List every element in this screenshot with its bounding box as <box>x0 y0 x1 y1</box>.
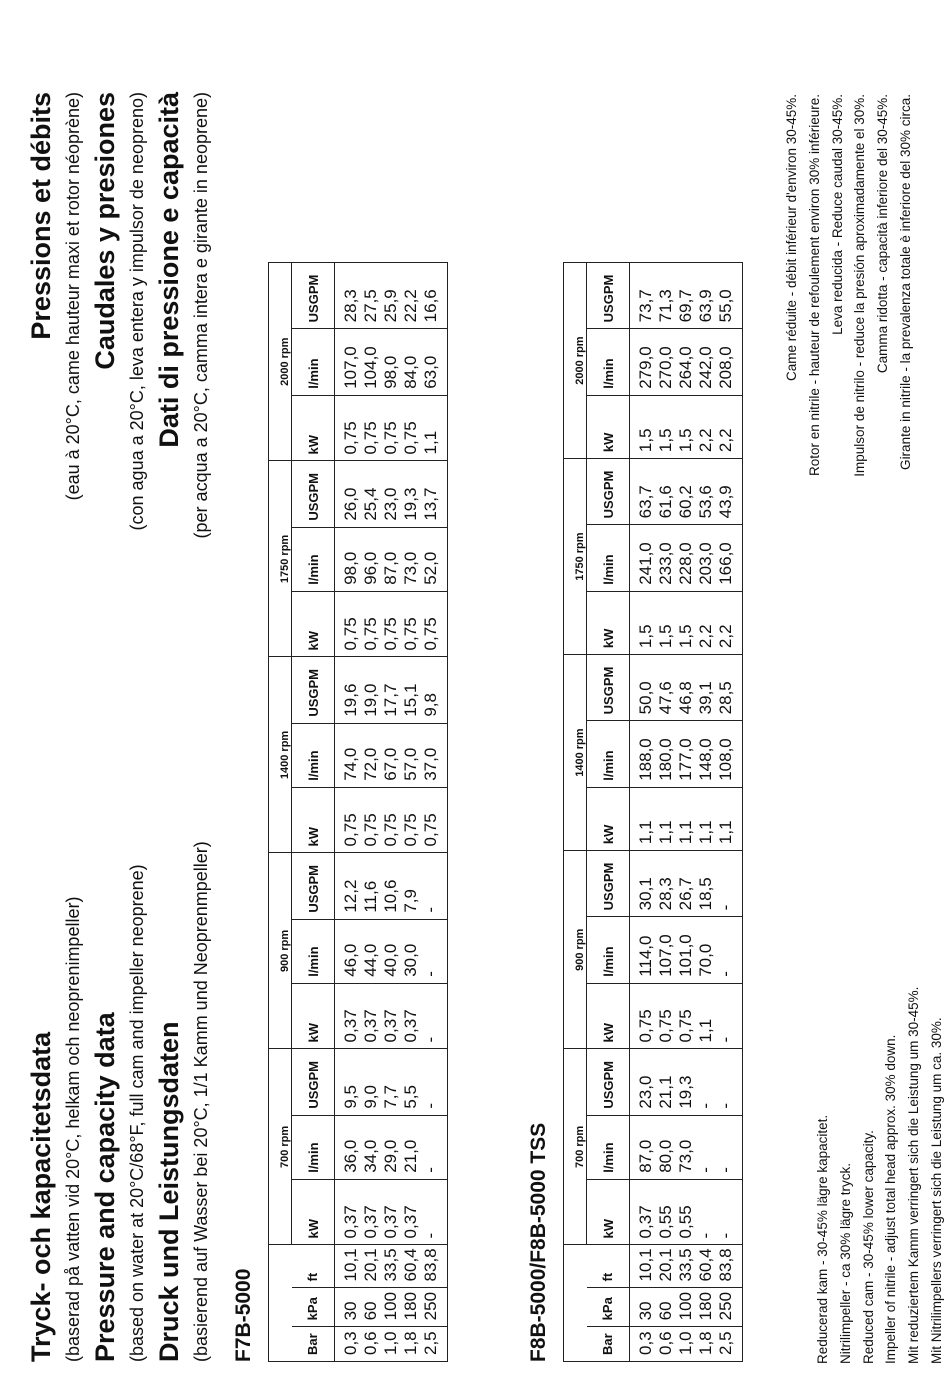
table-cell: 10,1 <box>335 1245 362 1288</box>
table-cell: 1,8 <box>696 1331 715 1355</box>
table-cell: 18,5 <box>696 851 716 917</box>
header-title-de: Druck und Leistungsdaten <box>154 1021 184 1362</box>
column-header-usgpm: USGPM <box>587 459 630 525</box>
header-subtitle-de: (basierend auf Wasser bei 20°C, 1/1 Kamm und Neoprenmpeller) <box>191 841 211 1362</box>
table-cell: 83,8 <box>421 1245 448 1288</box>
table-cell: 177,0 <box>676 721 696 787</box>
model-title-f7b: F7B-5000 <box>232 1268 255 1362</box>
column-header-usgpm: USGPM <box>587 655 630 721</box>
header-spacer <box>564 1245 587 1362</box>
table-cell: 60,4 <box>401 1245 421 1288</box>
table-cell: 7,9 <box>401 853 421 919</box>
header-subtitle-it: (per acqua a 20°C, camma intera e girante in neoprene) <box>191 92 211 539</box>
table-cell: 23,0 <box>381 461 401 527</box>
table-cell: 0,75 <box>335 591 362 657</box>
table-cell: 100 <box>381 1288 401 1327</box>
rpm-header: 900 rpm <box>564 851 587 1049</box>
table-cell: 0,3 <box>636 1331 655 1355</box>
column-header-ft: ft <box>292 1245 335 1288</box>
table-cell: 26,7 <box>676 851 696 917</box>
table-cell: 1,1 <box>696 787 716 850</box>
table-cell: 63,7 <box>630 459 657 525</box>
table-cell: 180 <box>401 1288 421 1327</box>
table-cell: 5,5 <box>401 1049 421 1115</box>
table-cell: 0,75 <box>676 983 696 1049</box>
table-row <box>421 263 448 1362</box>
table-cell: 0,75 <box>361 787 381 853</box>
column-header-kw: kW <box>587 787 630 850</box>
column-header-lmin: l/min <box>292 527 335 591</box>
table-cell: 10,1 <box>630 1245 657 1288</box>
table-cell: 74,0 <box>335 723 362 787</box>
table-cell: 30,0 <box>401 919 421 983</box>
column-header-kw: kW <box>292 787 335 853</box>
table-cell: 2,5 <box>421 1331 440 1355</box>
table-cell: 33,5 <box>381 1245 401 1288</box>
column-header-usgpm: USGPM <box>292 461 335 527</box>
rpm-header: 1750 rpm <box>564 459 587 655</box>
header-subtitle-en: (based on water at 20°C/68°F, full cam and impeller neoprene) <box>127 864 147 1362</box>
table-cell: 188,0 <box>630 721 657 787</box>
table-cell: 25,9 <box>381 263 401 329</box>
table-row <box>716 263 743 1362</box>
column-header-usgpm: USGPM <box>587 263 630 329</box>
table-cell: 70,0 <box>696 917 716 983</box>
table-cell: 2,2 <box>696 395 716 458</box>
table-cell: 55,0 <box>716 263 743 329</box>
table-cell: 1,8 <box>401 1331 420 1355</box>
table-cell: - <box>716 1115 743 1179</box>
table-cell: 180,0 <box>656 721 676 787</box>
column-header-usgpm: USGPM <box>292 1049 335 1115</box>
column-header-lmin: l/min <box>587 721 630 787</box>
column-header-usgpm: USGPM <box>292 853 335 919</box>
table-cell: 67,0 <box>381 723 401 787</box>
table-cell: 180 <box>696 1288 716 1327</box>
table-cell: 21,1 <box>656 1049 676 1115</box>
table-cell: 0,75 <box>401 591 421 657</box>
note-line: Mit Nitrilimpellers verringert sich die Leistung um ca. 30%. <box>928 1017 944 1364</box>
table-cell: 2,2 <box>716 591 743 654</box>
table-cell: 0,75 <box>335 395 362 461</box>
header-subtitle-fr: (eau à 20°C, came hauteur maxi et rotor néoprène) <box>63 92 83 501</box>
table-cell: 148,0 <box>696 721 716 787</box>
table-cell: 0,75 <box>361 591 381 657</box>
rpm-header: 1400 rpm <box>269 657 292 853</box>
table-cell: 43,9 <box>716 459 743 525</box>
table-cell: 46,0 <box>335 919 362 983</box>
table-cell: 39,1 <box>696 655 716 721</box>
table-cell: 0,37 <box>630 1179 657 1245</box>
table-cell: 0,37 <box>361 983 381 1049</box>
table-row <box>401 263 421 1362</box>
table-cell: 98,0 <box>381 329 401 395</box>
note-line: Impeller of nitrile - adjust total head approx. 30% down. <box>883 1034 899 1364</box>
table-cell: 2,2 <box>716 395 743 458</box>
table-cell: 101,0 <box>676 917 696 983</box>
rpm-header: 700 rpm <box>269 1049 292 1245</box>
table-cell: 19,3 <box>676 1049 696 1115</box>
column-header-kw: kW <box>587 1179 630 1245</box>
column-header-lmin: l/min <box>292 1115 335 1179</box>
table-cell: - <box>716 1049 743 1115</box>
table-row <box>381 263 401 1362</box>
table-cell: 63,0 <box>421 329 448 395</box>
table-cell: 1,1 <box>676 787 696 850</box>
table-cell: 30,1 <box>630 851 657 917</box>
table-cell: 47,6 <box>656 655 676 721</box>
table-cell: 0,37 <box>335 983 362 1049</box>
table-cell: 0,75 <box>401 395 421 461</box>
column-header-kw: kW <box>292 395 335 461</box>
header-subtitle-sv: (baserad på vatten vid 20°C, helkam och neoprenimpeller) <box>63 896 83 1362</box>
column-header-kw: kW <box>292 1179 335 1245</box>
table-cell: - <box>696 1049 716 1115</box>
table-row <box>630 263 657 1362</box>
table-cell: - <box>716 851 743 917</box>
table-cell: 1,5 <box>676 395 696 458</box>
table-cell: 1,5 <box>676 591 696 654</box>
table-cell: 44,0 <box>361 919 381 983</box>
table-cell: 19,6 <box>335 657 362 723</box>
table-cell: 7,7 <box>381 1049 401 1115</box>
table-cell: 0,75 <box>381 395 401 461</box>
note-line: Impulsor de nitrilo - reduce la presión aproximadamente el 30%. <box>852 94 868 477</box>
rpm-header: 1400 rpm <box>564 655 587 851</box>
header-title-en: Pressure and capacity data <box>90 1012 120 1362</box>
table-cell: 26,0 <box>335 461 362 527</box>
column-header-bar: Bar <box>587 1327 630 1362</box>
note-line: Came réduite - débit inférieur d'environ 30-45%. <box>784 94 799 381</box>
table-cell: - <box>421 919 448 983</box>
table-cell: 37,0 <box>421 723 448 787</box>
table-cell: 1,0 <box>381 1331 400 1355</box>
table-cell: 29,0 <box>381 1115 401 1179</box>
table-cell: - <box>421 1049 448 1115</box>
rpm-header: 1750 rpm <box>269 461 292 657</box>
table-cell: 1,0 <box>676 1331 695 1355</box>
table-cell: 28,3 <box>335 263 362 329</box>
table-cell: 33,5 <box>676 1245 696 1288</box>
table-cell: 2,5 <box>716 1331 735 1355</box>
table-cell: 30 <box>630 1288 657 1327</box>
header-title-sv: Tryck- och kapacitetsdata <box>26 1031 56 1362</box>
table-cell: 16,6 <box>421 263 448 329</box>
table-cell: 1,5 <box>630 395 657 458</box>
table-cell: 108,0 <box>716 721 743 787</box>
table-cell: 20,1 <box>361 1245 381 1288</box>
table-cell: 208,0 <box>716 329 743 395</box>
table-cell: 264,0 <box>676 329 696 395</box>
table-cell: 107,0 <box>656 917 676 983</box>
table-cell: 13,7 <box>421 461 448 527</box>
table-cell: 1,1 <box>656 787 676 850</box>
table-cell: 0,75 <box>335 787 362 853</box>
column-header-lmin: l/min <box>587 329 630 395</box>
table-cell: 0,75 <box>421 591 448 657</box>
table-row <box>696 263 716 1362</box>
table-cell: 0,37 <box>401 983 421 1049</box>
notes-right <box>781 94 918 477</box>
table-cell: 0,75 <box>421 787 448 853</box>
table-cell: 19,0 <box>361 657 381 723</box>
table-cell: 0,37 <box>335 1179 362 1245</box>
table-cell: 52,0 <box>421 527 448 591</box>
table-cell: 1,1 <box>716 787 743 850</box>
table-cell: 250 <box>421 1288 448 1327</box>
column-header-usgpm: USGPM <box>292 263 335 329</box>
table-cell: 1,1 <box>696 983 716 1049</box>
header-title-it: Dati di pressione e capacità <box>154 92 184 448</box>
table-cell: 80,0 <box>656 1115 676 1179</box>
note-line: Leva reducida - Reduce caudal 30-45%. <box>829 94 845 335</box>
table-cell: 9,8 <box>421 657 448 723</box>
table-cell: 46,8 <box>676 655 696 721</box>
note-line: Girante in nitrile - la prevalenza totale è inferiore del 30% circa. <box>897 94 913 470</box>
table-cell: 0,75 <box>656 983 676 1049</box>
table-cell: 84,0 <box>401 329 421 395</box>
column-header-kpa: kPa <box>292 1288 335 1327</box>
note-line: Camma ridotta - capacità inferiore del 30-45%. <box>875 94 891 374</box>
note-line: Reducerad kam - 30-45% lägre kapacitet. <box>815 1114 830 1364</box>
note-line: Reduced cam - 30-45% lower capacity. <box>860 1130 876 1364</box>
table-cell: 87,0 <box>630 1115 657 1179</box>
table-cell: 83,8 <box>716 1245 743 1288</box>
header-title-es: Caudales y presiones <box>90 92 120 370</box>
column-header-kpa: kPa <box>587 1288 630 1327</box>
table-cell: 270,0 <box>656 329 676 395</box>
table-cell: 104,0 <box>361 329 381 395</box>
table-cell: - <box>421 1115 448 1179</box>
table-cell: 50,0 <box>630 655 657 721</box>
table-cell: 96,0 <box>361 527 381 591</box>
table-cell: - <box>421 853 448 919</box>
column-header-usgpm: USGPM <box>292 657 335 723</box>
table-cell: 0,75 <box>381 787 401 853</box>
table-cell: 0,3 <box>341 1331 360 1355</box>
table-row <box>361 263 381 1362</box>
table-cell: 98,0 <box>335 527 362 591</box>
table-cell: 2,2 <box>696 591 716 654</box>
table-cell: 233,0 <box>656 525 676 591</box>
table-cell: 73,0 <box>401 527 421 591</box>
column-header-kw: kW <box>292 983 335 1049</box>
table-cell: 60 <box>656 1288 676 1327</box>
table-cell: 60,4 <box>696 1245 716 1288</box>
table-cell: - <box>421 983 448 1049</box>
table-cell: 87,0 <box>381 527 401 591</box>
table-cell: 36,0 <box>335 1115 362 1179</box>
table-cell: 17,7 <box>381 657 401 723</box>
table-row <box>335 263 362 1362</box>
table-cell: 23,0 <box>630 1049 657 1115</box>
table-cell: 279,0 <box>630 329 657 395</box>
table-cell: 0,37 <box>401 1179 421 1245</box>
header-spacer <box>269 1245 292 1362</box>
table-cell: 1,5 <box>630 591 657 654</box>
table-cell: 27,5 <box>361 263 381 329</box>
model-title-f8b: F8B-5000/F8B-5000 TSS <box>527 1122 550 1362</box>
table-cell: 72,0 <box>361 723 381 787</box>
note-line: Rotor en nitrile - hauteur de refoulement environ 30% inférieure. <box>806 94 822 476</box>
table-cell: 53,6 <box>696 459 716 525</box>
column-header-lmin: l/min <box>292 329 335 395</box>
table-cell: 1,5 <box>656 395 676 458</box>
table-cell: 0,55 <box>656 1179 676 1245</box>
table-cell: 242,0 <box>696 329 716 395</box>
table-cell: 0,37 <box>361 1179 381 1245</box>
table-cell: 19,3 <box>401 461 421 527</box>
column-header-lmin: l/min <box>587 1115 630 1179</box>
column-header-ft: ft <box>587 1245 630 1288</box>
table-cell: 25,4 <box>361 461 381 527</box>
column-header-lmin: l/min <box>587 525 630 591</box>
table-cell: 0,37 <box>381 983 401 1049</box>
table-cell: 9,0 <box>361 1049 381 1115</box>
table-cell: 166,0 <box>716 525 743 591</box>
table-cell: 61,6 <box>656 459 676 525</box>
table-cell: 28,3 <box>656 851 676 917</box>
table-cell: 15,1 <box>401 657 421 723</box>
table-cell: 241,0 <box>630 525 657 591</box>
column-header-kw: kW <box>587 395 630 458</box>
table-row <box>656 263 676 1362</box>
rpm-header: 900 rpm <box>269 853 292 1049</box>
table-cell: 0,55 <box>676 1179 696 1245</box>
table-cell: 11,6 <box>361 853 381 919</box>
table-row <box>676 263 696 1362</box>
table-cell: 0,75 <box>401 787 421 853</box>
table-cell: 228,0 <box>676 525 696 591</box>
table-cell: 100 <box>676 1288 696 1327</box>
rpm-header: 2000 rpm <box>269 263 292 461</box>
notes-left <box>812 987 949 1364</box>
table-cell: 21,0 <box>401 1115 421 1179</box>
column-header-bar: Bar <box>292 1327 335 1362</box>
table-cell: 1,1 <box>630 787 657 850</box>
table-cell: 250 <box>716 1288 743 1327</box>
header-subtitle-es: (con agua a 20°C, leva entera y impulsor de neopreno) <box>127 92 147 531</box>
table-cell: 22,2 <box>401 263 421 329</box>
rpm-header: 2000 rpm <box>564 263 587 459</box>
column-header-kw: kW <box>587 983 630 1049</box>
column-header-lmin: l/min <box>292 919 335 983</box>
table-cell: 60,2 <box>676 459 696 525</box>
table-cell: 107,0 <box>335 329 362 395</box>
table-cell: 63,9 <box>696 263 716 329</box>
table-cell: 114,0 <box>630 917 657 983</box>
note-line: Nitrilimpeller - ca 30% lägre tryck. <box>837 1162 853 1364</box>
performance-table <box>563 262 743 1362</box>
table-cell: 0,6 <box>656 1331 675 1355</box>
table-cell: 9,5 <box>335 1049 362 1115</box>
table-cell: 0,37 <box>381 1179 401 1245</box>
table-cell: 34,0 <box>361 1115 381 1179</box>
column-header-usgpm: USGPM <box>587 851 630 917</box>
table-cell: - <box>716 917 743 983</box>
table-cell: - <box>421 1179 448 1245</box>
table-cell: 69,7 <box>676 263 696 329</box>
table-cell: 73,0 <box>676 1115 696 1179</box>
table-cell: 30 <box>335 1288 362 1327</box>
column-header-kw: kW <box>292 591 335 657</box>
table-cell: 12,2 <box>335 853 362 919</box>
table-cell: 60 <box>361 1288 381 1327</box>
rpm-header: 700 rpm <box>564 1049 587 1245</box>
performance-table <box>268 262 448 1362</box>
table-cell: 57,0 <box>401 723 421 787</box>
table-cell: - <box>696 1115 716 1179</box>
table-cell: 0,75 <box>361 395 381 461</box>
table-cell: 20,1 <box>656 1245 676 1288</box>
column-header-lmin: l/min <box>292 723 335 787</box>
column-header-usgpm: USGPM <box>587 1049 630 1115</box>
table-cell: 40,0 <box>381 919 401 983</box>
header-title-fr: Pressions et débits <box>26 92 56 340</box>
note-line: Mit reduziertem Kamm verringert sich die Leistung um 30-45%. <box>906 986 922 1364</box>
table-cell: 1,5 <box>656 591 676 654</box>
table-cell: 10,6 <box>381 853 401 919</box>
table-cell: 71,3 <box>656 263 676 329</box>
table-cell: 0,6 <box>361 1331 380 1355</box>
table-cell: - <box>716 1179 743 1245</box>
column-header-lmin: l/min <box>587 917 630 983</box>
table-cell: 28,5 <box>716 655 743 721</box>
table-cell: 203,0 <box>696 525 716 591</box>
table-cell: 0,75 <box>630 983 657 1049</box>
table-cell: 0,75 <box>381 591 401 657</box>
table-cell: 73,7 <box>630 263 657 329</box>
table-cell: 1,1 <box>421 395 448 461</box>
table-cell: - <box>716 983 743 1049</box>
column-header-kw: kW <box>587 591 630 654</box>
table-cell: - <box>696 1179 716 1245</box>
